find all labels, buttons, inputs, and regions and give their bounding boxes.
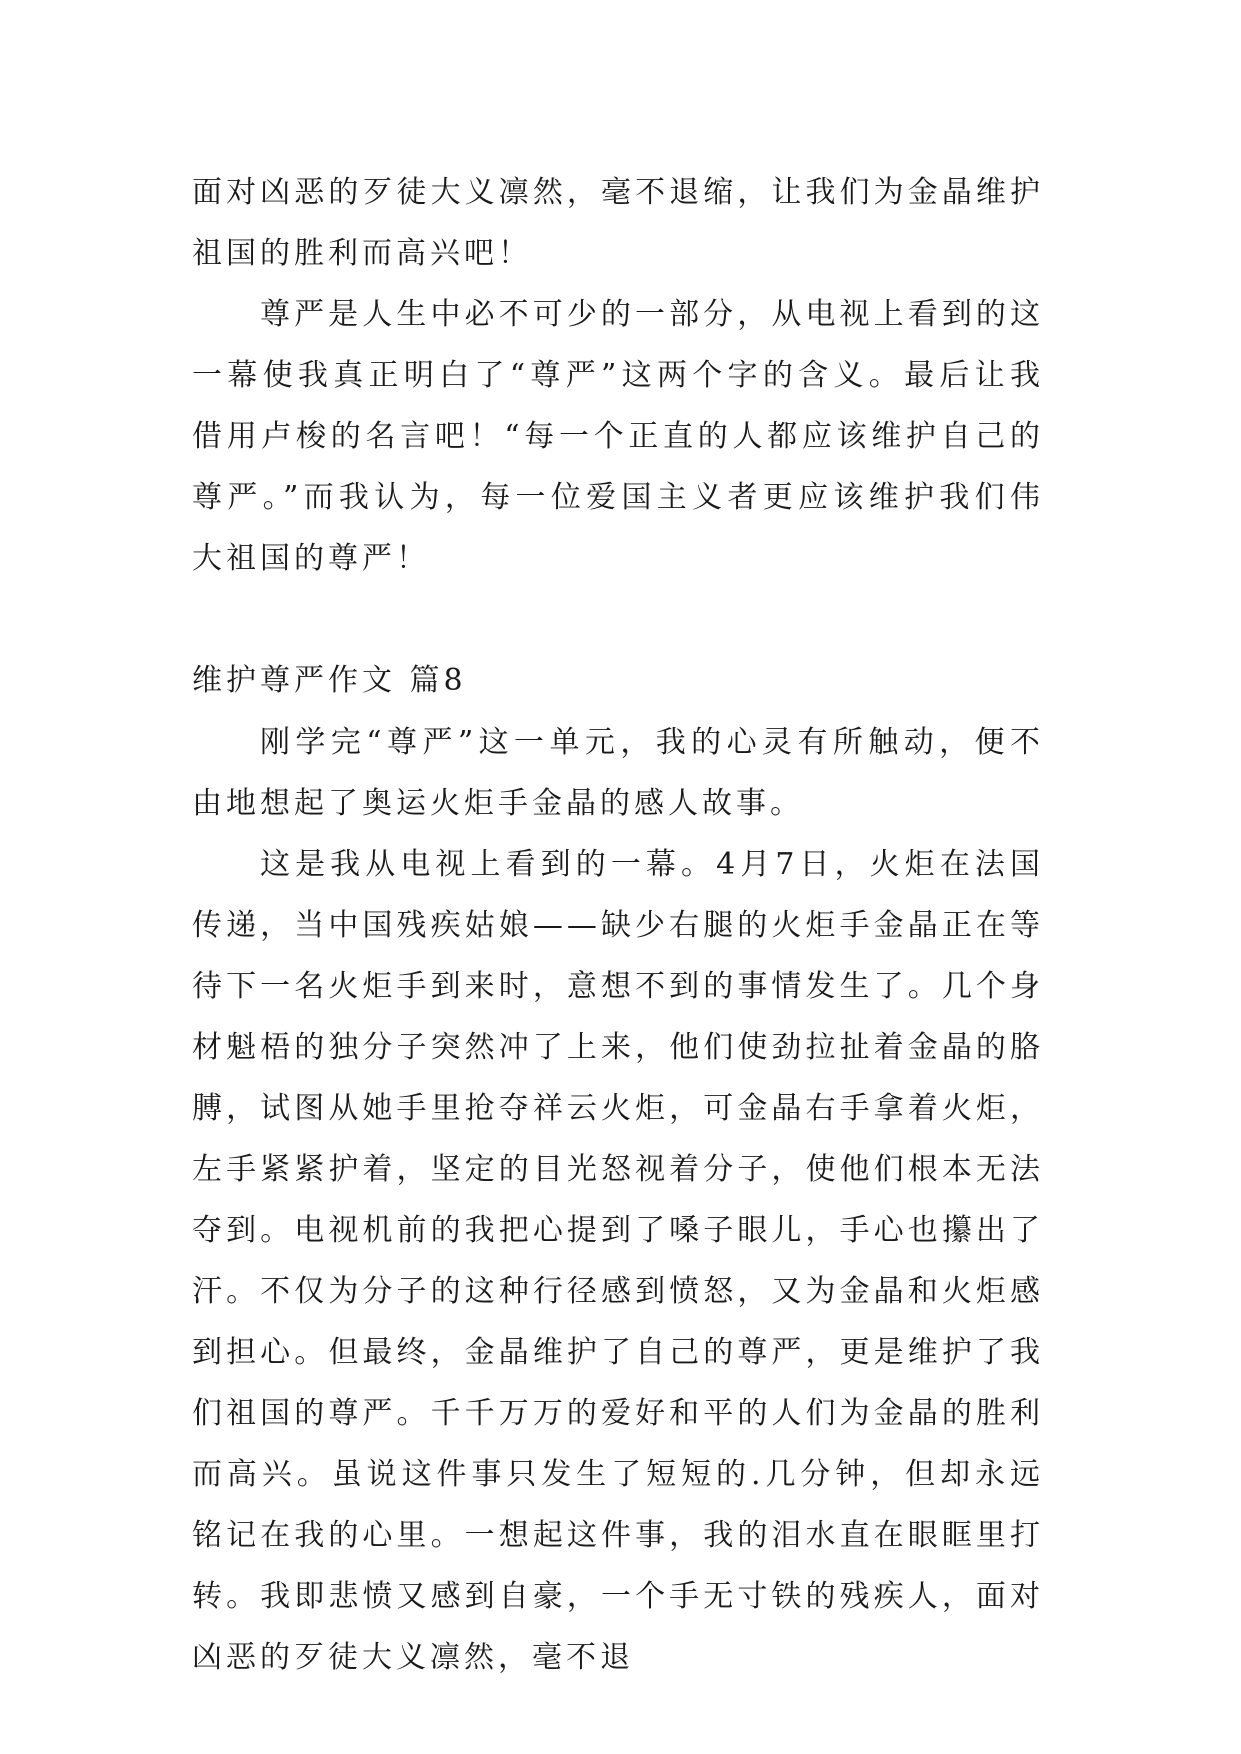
paragraph-intro: 刚学完“尊严”这一单元，我的心灵有所触动，便不由地想起了奥运火炬手金晶的感人故事。 [192,725,1044,821]
document-body [192,162,1044,1688]
section-heading: 维护尊严作文 篇8 [192,663,467,698]
paragraph-dignity-conclusion: 尊严是人生中必不可少的一部分，从电视上看到的这一幕使我真正明白了“尊严”这两个字的含义。最后让我借用卢梭的名言吧！“每一个正直的人都应该维护自己的尊严。”而我认为，每一位爱国主义者更应该维护我们伟大祖国的尊严！ [192,297,1044,576]
paragraph-continuation: 面对凶恶的歹徒大义凛然，毫不退缩，让我们为金晶维护祖国的胜利而高兴吧！ [192,175,1044,271]
paragraph-story: 这是我从电视上看到的一幕。4月7日，火炬在法国传递，当中国残疾姑娘——缺少右腿的火炬手金晶正在等待下一名火炬手到来时，意想不到的事情发生了。几个身材魁梧的独分子突然冲了上来，他们使劲拉扯着金晶的胳膊，试图从她手里抢夺祥云火炬，可金晶右手拿着火炬，左手紧紧护着，坚定的目光怒视着分子，使他们根本无法夺到。电视机前的我把心提到了嗓子眼儿，手心也攥出了汗。不仅为分子的这种行径感到愤怒，又为金晶和火炬感到担心。但最终，金晶维护了自己的尊严，更是维护了我们祖国的尊严。千千万万的爱好和平的人们为金晶的胜利而高兴。虽说这件事只发生了短短的.几分钟，但却永远铭记在我的心里。一想起这件事，我的泪水直在眼眶里打转。我即悲愤又感到自豪，一个手无寸铁的残疾人，面对凶恶的歹徒大义凛然，毫不退 [192,847,1044,1675]
